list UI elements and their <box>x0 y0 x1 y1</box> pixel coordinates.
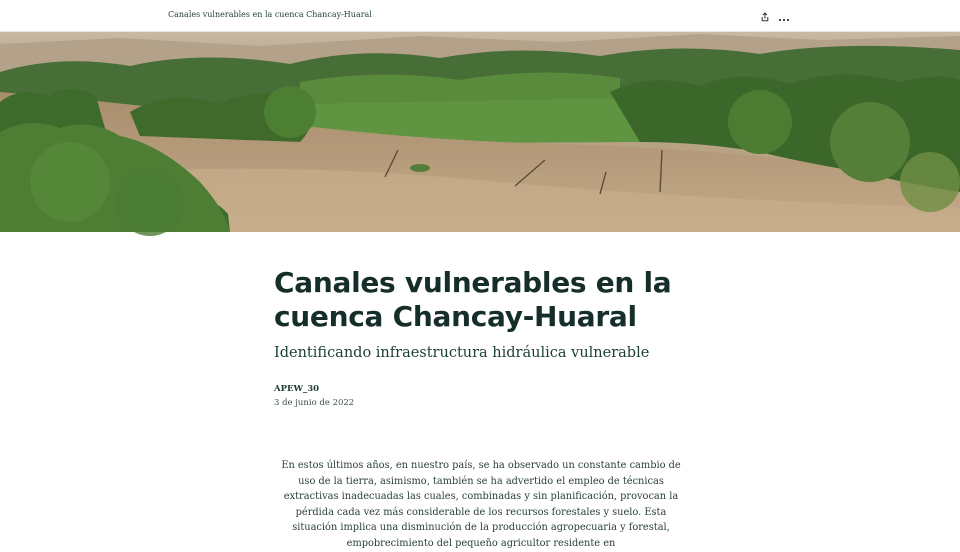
author-name[interactable]: APEW_30 <box>274 384 320 394</box>
page-subtitle: Identificando infraestructura hidráulica vulnerable <box>274 345 650 361</box>
story-header <box>0 0 960 32</box>
page-title: Canales vulnerables en la cuenca Chancay-Huaral <box>274 266 672 333</box>
hero-image <box>0 32 960 232</box>
body-paragraph: En estos últimos años, en nuestro país, se ha observado un constante cambio de uso de la tierra, asimismo, también se ha advertido el empleo de técnicas extractivas inadecuadas las cuales, combinadas y sin planificación, provocan la pérdida cada vez más considerable de los recursos forestales y suelo. Esta situación implica una disminución de la producción agropecuaria y forestal, empobrecimiento del pequeño agricultor residente en <box>281 460 681 549</box>
river-landscape-photo <box>0 32 960 232</box>
more-options-icon <box>778 7 790 26</box>
share-icon <box>760 7 770 26</box>
story-title-link[interactable]: Canales vulnerables en la cuenca Chancay-Huaral <box>168 10 372 19</box>
share-button[interactable] <box>757 8 773 24</box>
more-options-button[interactable] <box>776 8 792 24</box>
publish-date: 3 de junio de 2022 <box>274 398 355 408</box>
